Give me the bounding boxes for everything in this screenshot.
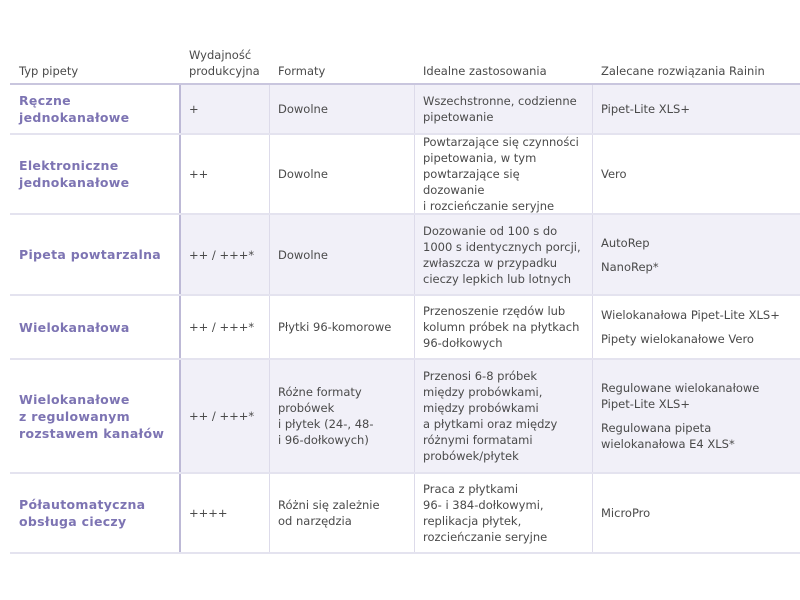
header-throughput <box>181 40 270 83</box>
cell-applications <box>415 474 593 552</box>
applications-line: Przenoszenie rzędów lub <box>423 304 566 318</box>
throughput-value: ++ / +++* <box>189 320 255 334</box>
formats-text <box>278 384 374 448</box>
applications-line: 96- i 384-dołkowymi, <box>423 498 544 512</box>
cell-solutions <box>593 85 800 133</box>
throughput-value: ++++ <box>189 506 228 520</box>
header-applications: Idealne zastosowania <box>423 64 547 78</box>
solution-item: Pipet-Lite XLS+ <box>601 102 690 116</box>
pipette-type-text <box>19 391 164 442</box>
solutions-list <box>601 101 690 117</box>
throughput-value: + <box>189 102 199 116</box>
solution-item: Regulowane wielokanałowe Pipet-Lite XLS+ <box>601 381 760 411</box>
formats-line: probówek <box>278 401 335 415</box>
cell-formats <box>270 296 415 358</box>
pipette-type-line: rozstawem kanałów <box>19 425 165 441</box>
pipette-type-line: Półautomatyczna <box>19 497 146 512</box>
header-type: Typ pipety <box>19 64 79 78</box>
table-row <box>10 474 800 554</box>
applications-line: zwłaszcza w przypadku <box>423 255 558 270</box>
pipette-type-line: Wielokanałowa <box>19 319 130 335</box>
cell-solutions <box>593 360 800 472</box>
header-throughput-line1: Wydajność <box>189 48 252 62</box>
applications-line: Praca z płytkami <box>423 482 519 496</box>
applications-line: Przenosi 6-8 próbek <box>423 369 538 383</box>
cell-pipette-type <box>10 474 181 552</box>
applications-line: pipetowanie <box>423 110 494 124</box>
cell-throughput <box>181 360 270 472</box>
solutions-list <box>601 307 780 347</box>
formats-line: od narzędzia <box>278 514 352 528</box>
cell-applications <box>415 296 593 358</box>
solutions-list <box>601 380 759 452</box>
pipette-type-line: Wielokanałowe <box>19 391 130 407</box>
cell-pipette-type <box>10 85 181 133</box>
cell-solutions <box>593 215 800 294</box>
formats-line: i płytek (24-, 48- <box>278 417 374 431</box>
cell-formats <box>270 135 415 213</box>
formats-text <box>278 247 328 263</box>
applications-line: probówek/płytek <box>423 449 519 463</box>
pipette-type-line: Elektroniczne <box>19 158 119 173</box>
formats-text <box>278 166 328 182</box>
pipette-type-text <box>19 319 130 336</box>
throughput-value: ++ / +++* <box>189 409 255 423</box>
cell-pipette-type <box>10 135 181 213</box>
cell-applications <box>415 85 593 133</box>
table-body <box>10 85 800 554</box>
applications-line: kolumn próbek na płytkach <box>423 320 580 334</box>
cell-solutions <box>593 474 800 552</box>
cell-throughput <box>181 215 270 294</box>
applications-line: a płytkami oraz między <box>423 417 558 431</box>
solutions-list <box>601 235 659 275</box>
pipette-type-line: obsługa cieczy <box>19 514 127 529</box>
solutions-list <box>601 505 650 521</box>
solutions-list <box>601 166 627 182</box>
formats-text <box>278 101 328 117</box>
cell-solutions <box>593 135 800 213</box>
header-formats: Formaty <box>278 64 326 78</box>
applications-line: replikacja płytek, <box>423 514 522 528</box>
solution-item: MicroPro <box>601 506 651 520</box>
applications-line: cieczy lepkich lub lotnych <box>423 271 571 286</box>
solution-item: Wielokanałowa Pipet-Lite XLS+ <box>601 308 780 322</box>
applications-line: pipetowania, w tym <box>423 151 537 165</box>
applications-line: Wszechstronne, codzienne <box>423 94 577 108</box>
cell-applications <box>415 215 593 294</box>
formats-line: Dowolne <box>278 167 328 181</box>
applications-line: 96-dołkowych <box>423 336 503 350</box>
applications-line: 1000 s identycznych porcji, <box>423 239 581 254</box>
formats-line: Dowolne <box>278 247 328 262</box>
applications-line: rozcieńczanie seryjne <box>423 530 548 544</box>
header-throughput-line2: produkcyjna <box>189 64 260 78</box>
table-header-row <box>10 40 800 85</box>
applications-text <box>423 481 547 545</box>
pipette-type-line: Pipeta powtarzalna <box>19 247 162 262</box>
pipette-type-text <box>19 92 171 126</box>
applications-text <box>423 223 581 287</box>
formats-line: Płytki 96-komorowe <box>278 320 392 334</box>
cell-formats <box>270 474 415 552</box>
applications-text <box>423 303 579 351</box>
cell-pipette-type <box>10 215 181 294</box>
formats-line: Dowolne <box>278 102 328 116</box>
pipette-type-line: z regulowanym <box>19 408 130 424</box>
formats-line: Różni się zależnie <box>278 498 380 512</box>
applications-line: Powtarzające się czynności <box>423 135 579 149</box>
applications-text <box>423 93 577 125</box>
cell-pipette-type <box>10 360 181 472</box>
applications-line: między probówkami, <box>423 385 543 399</box>
cell-throughput <box>181 296 270 358</box>
cell-solutions <box>593 296 800 358</box>
header-solutions: Zalecane rozwiązania Rainin <box>601 64 765 78</box>
cell-formats <box>270 360 415 472</box>
cell-formats <box>270 215 415 294</box>
solution-item: Regulowana pipeta wielokanałowa E4 XLS* <box>601 421 735 451</box>
cell-applications <box>415 360 593 472</box>
solution-item: Pipety wielokanałowe Vero <box>601 332 754 346</box>
solution-item: NanoRep* <box>601 259 659 274</box>
formats-line: Różne formaty <box>278 385 362 399</box>
pipette-comparison-table <box>10 40 800 554</box>
formats-text <box>278 497 380 529</box>
cell-formats <box>270 85 415 133</box>
throughput-value: ++ / +++* <box>189 247 255 262</box>
applications-line: między probówkami <box>423 401 539 415</box>
applications-line: powtarzające się dozowanie <box>423 167 520 197</box>
pipette-type-line: Ręczne jednokanałowe <box>19 93 130 125</box>
table-row <box>10 85 800 135</box>
applications-line: różnymi formatami <box>423 433 533 447</box>
formats-line: i 96-dołkowych) <box>278 433 369 447</box>
solution-item: Vero <box>601 167 627 181</box>
pipette-type-text <box>19 246 161 263</box>
throughput-value: ++ <box>189 167 209 181</box>
cell-pipette-type <box>10 296 181 358</box>
table-row <box>10 135 800 215</box>
pipette-type-text <box>19 496 145 530</box>
table-row <box>10 296 800 360</box>
applications-line: Dozowanie od 100 s do <box>423 223 558 238</box>
cell-throughput <box>181 85 270 133</box>
cell-applications <box>415 135 593 213</box>
applications-line: i rozcieńczanie seryjne <box>423 199 555 213</box>
pipette-type-text <box>19 157 129 191</box>
cell-throughput <box>181 135 270 213</box>
pipette-type-line: jednokanałowe <box>19 175 130 190</box>
cell-throughput <box>181 474 270 552</box>
applications-text <box>423 368 557 464</box>
table-row <box>10 360 800 474</box>
table-row <box>10 215 800 296</box>
solution-item: AutoRep <box>601 235 650 250</box>
formats-text <box>278 319 391 335</box>
applications-text <box>423 134 584 214</box>
